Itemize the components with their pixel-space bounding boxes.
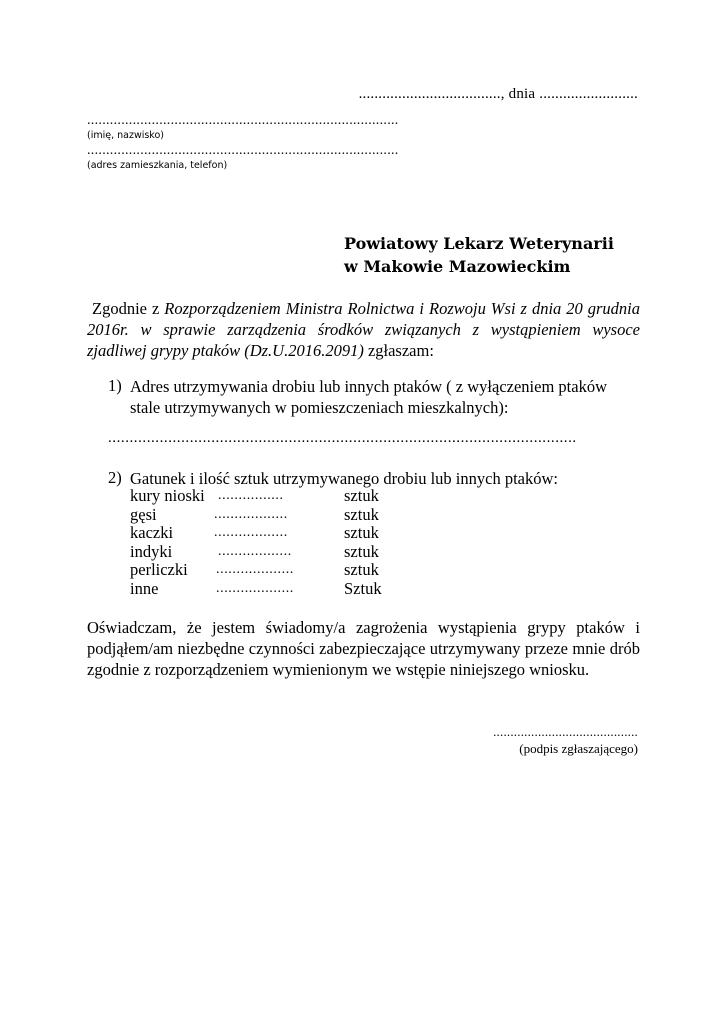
species-row: [130, 505, 530, 524]
intro-regulation: Rozporządzeniem Ministra Rolnictwa i Rozwoju Wsi z dnia 20 grudnia 2016r. w sprawie zarządzenia środków związanych z wystąpieniem wysoce zjadliwej grypy ptaków (Dz.U.2016.2091): [87, 299, 641, 360]
intro-tail: zgłaszam:: [363, 341, 434, 360]
recipient-line-1: Powiatowy Lekarz Weterynarii: [344, 234, 614, 253]
signature-caption: (podpis zgłaszającego): [519, 741, 638, 756]
item-1-line-1: Adres utrzymywania drobiu lub innych ptaków ( z wyłączeniem ptaków: [130, 377, 607, 396]
species-count-dots[interactable]: ...................: [216, 581, 294, 596]
name-field-dots[interactable]: ..................................................................................: [87, 113, 399, 128]
species-name: kaczki: [130, 523, 174, 542]
species-row: [130, 523, 530, 542]
species-row: [130, 579, 530, 598]
item-2-number: 2): [108, 468, 122, 487]
species-unit: sztuk: [344, 542, 379, 561]
species-row: [130, 486, 530, 505]
signature-dots[interactable]: ..........................................: [493, 724, 638, 739]
species-unit: Sztuk: [344, 579, 382, 598]
item-2-heading: Gatunek i ilość sztuk utrzymywanego drobiu lub innych ptaków:: [130, 469, 559, 488]
species-count-dots[interactable]: ..................: [214, 525, 288, 540]
item-1-number: 1): [108, 376, 122, 395]
species-unit: sztuk: [344, 523, 379, 542]
species-name: inne: [130, 579, 159, 598]
species-unit: sztuk: [344, 486, 379, 505]
species-count-dots[interactable]: ..................: [214, 507, 288, 522]
recipient-block: [344, 232, 614, 278]
species-row: [130, 560, 530, 579]
species-name: kury nioski: [130, 486, 205, 505]
species-unit: sztuk: [344, 505, 379, 524]
address-answer-dots[interactable]: .............................................................................................................: [108, 430, 577, 446]
item-1-line-2: stale utrzymywanych w pomieszczeniach mieszkalnych):: [130, 398, 509, 417]
intro-paragraph: [87, 298, 640, 361]
species-row: [130, 542, 530, 561]
species-name: perliczki: [130, 560, 188, 579]
species-name: indyki: [130, 542, 173, 561]
name-caption: (imię, nazwisko): [87, 130, 164, 141]
species-name: gęsi: [130, 505, 157, 524]
species-count-dots[interactable]: ..................: [218, 544, 292, 559]
species-count-dots[interactable]: ................: [218, 488, 284, 503]
address-field-dots[interactable]: ..................................................................................: [87, 143, 399, 158]
declaration-paragraph: Oświadczam, że jestem świadomy/a zagrożenia wystąpienia grypy ptaków i podjąłem/am niezbędne czynności zabezpieczające utrzymywany przeze mnie drób zgodnie z rozporządzeniem wymienionym we wstępie niniejszego wniosku.: [87, 618, 640, 679]
address-caption: (adres zamieszkania, telefon): [87, 160, 228, 171]
intro-lead: Zgodnie z: [92, 299, 165, 318]
date-place-line[interactable]: ...................................., dnia .........................: [358, 86, 638, 102]
recipient-line-2: w Makowie Mazowieckim: [344, 257, 571, 276]
species-count-dots[interactable]: ...................: [216, 562, 294, 577]
species-unit: sztuk: [344, 560, 379, 579]
